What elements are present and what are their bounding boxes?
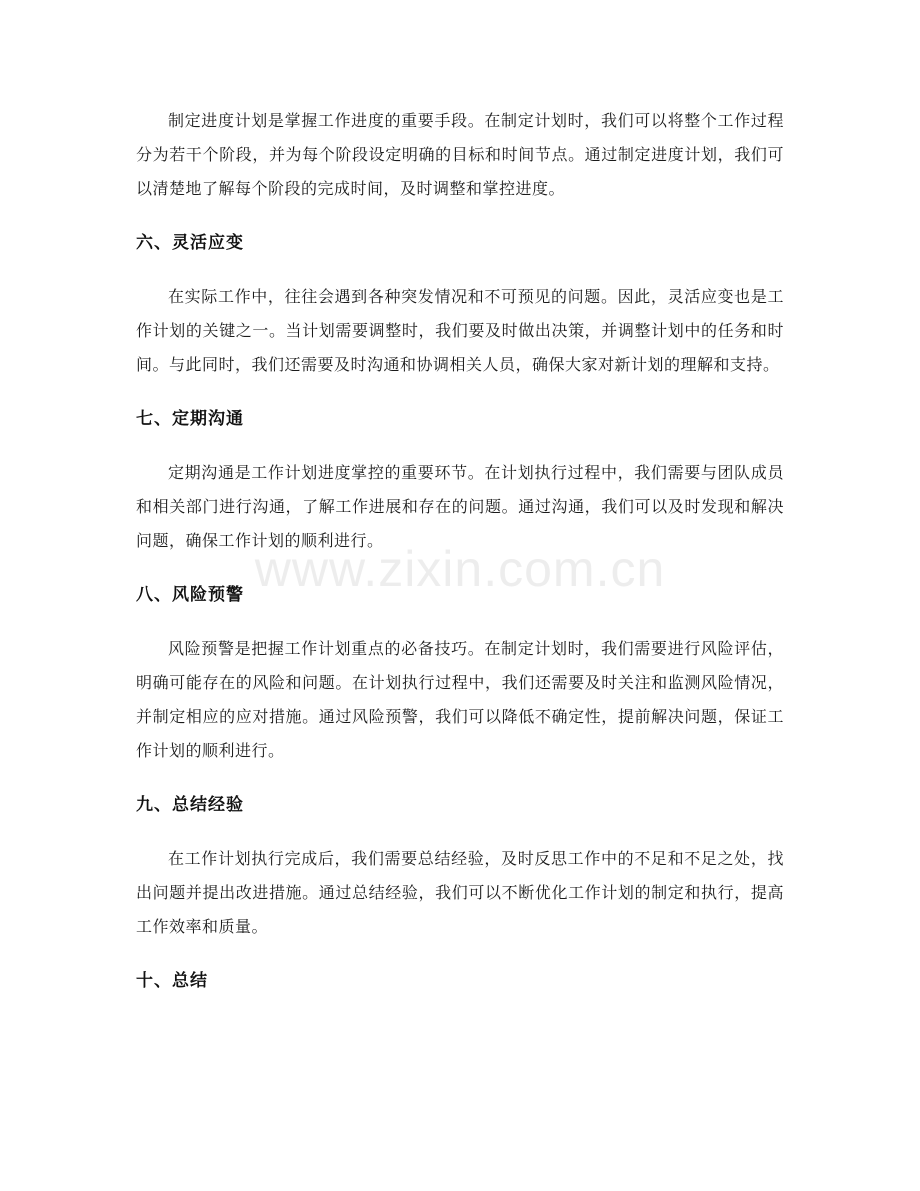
section-heading: 八、风险预警	[136, 585, 244, 605]
section-eight	[136, 578, 784, 768]
section-ten	[136, 964, 784, 998]
section-paragraph: 在实际工作中，往往会遇到各种突发情况和不可预见的问题。因此，灵活应变也是工作计划的关键之一。当计划需要调整时，我们要及时做出决策，并调整计划中的任务和时间。与此同时，我们还需要及时沟通和协调相关人员，确保大家对新计划的理解和支持。	[136, 287, 784, 374]
section-heading: 七、定期沟通	[136, 409, 244, 429]
watermark: www.zixin.com.cn	[254, 541, 666, 597]
section-paragraph: 在工作计划执行完成后，我们需要总结经验，及时反思工作中的不足和不足之处，找出问题并提出改进措施。通过总结经验，我们可以不断优化工作计划的制定和执行，提高工作效率和质量。	[136, 849, 784, 936]
section-six	[136, 226, 784, 382]
section-heading: 十、总结	[136, 971, 208, 991]
section-nine	[136, 788, 784, 944]
section-seven	[136, 402, 784, 558]
section-heading: 九、总结经验	[136, 795, 244, 815]
section-paragraph: 定期沟通是工作计划进度掌控的重要环节。在计划执行过程中，我们需要与团队成员和相关部门进行沟通，了解工作进展和存在的问题。通过沟通，我们可以及时发现和解决问题，确保工作计划的顺利进行。	[136, 463, 784, 550]
section-heading: 六、灵活应变	[136, 233, 244, 253]
document-page	[136, 104, 784, 998]
section-paragraph: 风险预警是把握工作计划重点的必备技巧。在制定计划时，我们需要进行风险评估，明确可能存在的风险和问题。在计划执行过程中，我们还需要及时关注和监测风险情况，并制定相应的应对措施。通过风险预警，我们可以降低不确定性，提前解决问题，保证工作计划的顺利进行。	[136, 639, 784, 760]
intro-paragraph: 制定进度计划是掌握工作进度的重要手段。在制定计划时，我们可以将整个工作过程分为若干个阶段，并为每个阶段设定明确的目标和时间节点。通过制定进度计划，我们可以清楚地了解每个阶段的完成时间，及时调整和掌控进度。	[136, 111, 784, 198]
